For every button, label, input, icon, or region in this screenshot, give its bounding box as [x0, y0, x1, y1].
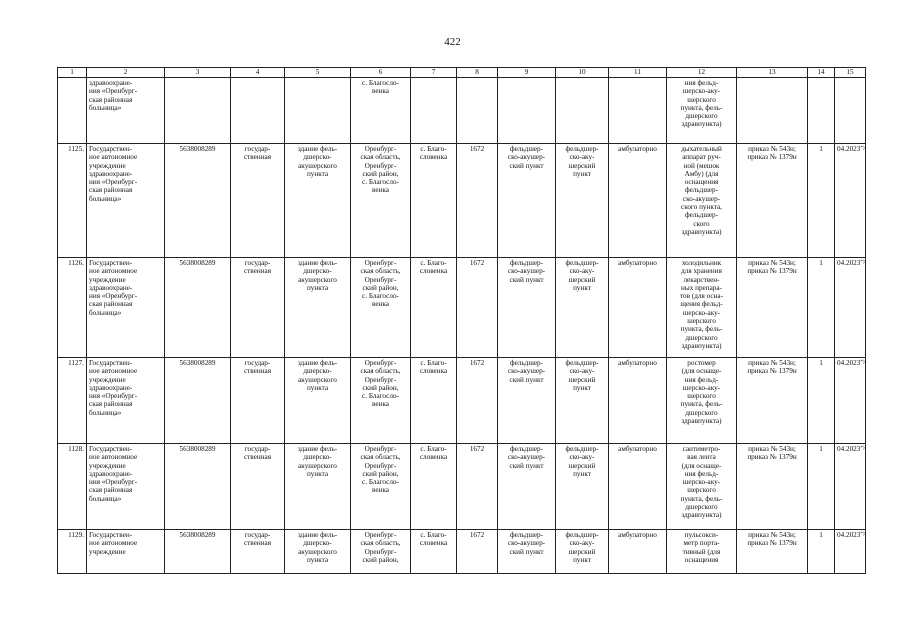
address-cell: Оренбург- ская область, Оренбург- ский район, с. Благосло- венка — [351, 444, 411, 530]
date-value: 04.2023 — [837, 359, 861, 367]
empty-cell — [498, 78, 556, 144]
empty-cell — [285, 78, 351, 144]
empty-cell — [165, 78, 231, 144]
column-number: 6 — [351, 68, 411, 78]
population-cell: 1672 — [457, 530, 498, 574]
care-form-cell: амбулаторно — [609, 358, 667, 444]
row-number: 1128. — [58, 444, 87, 530]
order-cell: приказ № 543н; приказ № 1379н — [737, 530, 808, 574]
address-cell: Оренбург- ская область, Оренбург- ский район, с. Благосло- венка — [351, 144, 411, 258]
column-number: 4 — [231, 68, 285, 78]
quantity-cell: 1 — [808, 258, 835, 358]
footnote-mark: *) — [860, 532, 865, 537]
order-cell: приказ № 543н; приказ № 1379н — [737, 358, 808, 444]
org-cell: Государствен- ное автономное учреждение — [87, 530, 165, 574]
table-row — [58, 358, 866, 444]
date-cell — [835, 144, 866, 258]
column-number: 7 — [411, 68, 457, 78]
column-number: 9 — [498, 68, 556, 78]
org-cell: здравоохране- ния «Оренбург- ская районная больница» — [87, 78, 165, 144]
row-number: 1126. — [58, 258, 87, 358]
population-cell: 1672 — [457, 358, 498, 444]
empty-cell — [737, 78, 808, 144]
ownership-cell: государ- ственная — [231, 258, 285, 358]
org-cell: Государствен- ное автономное учреждение здравоохране- ния «Оренбург- ская районная больница» — [87, 444, 165, 530]
building-cell: здание фель- дшерско- акушерского пункта — [285, 358, 351, 444]
settlement-cell: с. Благо- словенка — [411, 530, 457, 574]
column-number: 8 — [457, 68, 498, 78]
column-number: 3 — [165, 68, 231, 78]
building-cell: здание фель- дшерско- акушерского пункта — [285, 144, 351, 258]
org-cell: Государствен- ное автономное учреждение здравоохране- ния «Оренбург- ская районная больница» — [87, 358, 165, 444]
population-cell: 1672 — [457, 258, 498, 358]
column-number: 11 — [609, 68, 667, 78]
quantity-cell: 1 — [808, 444, 835, 530]
date-cell — [835, 444, 866, 530]
table-row — [58, 444, 866, 530]
column-number: 12 — [667, 68, 737, 78]
table-row — [58, 530, 866, 574]
address-cell: с. Благосло- венка — [351, 78, 411, 144]
facility-type-cell: фельдшер- ско-акушер- ский пункт — [498, 358, 556, 444]
address-cell: Оренбург- ская область, Оренбург- ский район, — [351, 530, 411, 574]
date-value: 04.2023 — [837, 531, 861, 539]
empty-cell — [58, 78, 87, 144]
population-cell: 1672 — [457, 144, 498, 258]
register-table — [57, 67, 866, 574]
date-cell — [835, 530, 866, 574]
date-cell — [835, 258, 866, 358]
settlement-cell: с. Благо- словенка — [411, 444, 457, 530]
column-number: 1 — [58, 68, 87, 78]
column-number: 5 — [285, 68, 351, 78]
unit-cell: фельдшер- ско-аку- шерский пункт — [556, 444, 609, 530]
quantity-cell: 1 — [808, 530, 835, 574]
inn-cell: 5638008289 — [165, 530, 231, 574]
order-cell: приказ № 543н; приказ № 1379н — [737, 444, 808, 530]
unit-cell: фельдшер- ско-аку- шерский пункт — [556, 358, 609, 444]
care-form-cell: амбулаторно — [609, 444, 667, 530]
date-value: 04.2023 — [837, 445, 861, 453]
equipment-cell: холодильник для хранения лекарствен- ных препара- тов (для осна- щения фельд- шерско-аку- шерского пункта, фель- дшерского здравпункта) — [667, 258, 737, 358]
facility-type-cell: фельдшер- ско-акушер- ский пункт — [498, 530, 556, 574]
ownership-cell: государ- ственная — [231, 444, 285, 530]
building-cell: здание фель- дшерско- акушерского пункта — [285, 444, 351, 530]
column-number-row — [58, 68, 866, 78]
empty-cell — [609, 78, 667, 144]
care-form-cell: амбулаторно — [609, 258, 667, 358]
facility-type-cell: фельдшер- ско-акушер- ский пункт — [498, 444, 556, 530]
building-cell: здание фель- дшерско- акушерского пункта — [285, 258, 351, 358]
equipment-cell: ния фельд- шерско-аку- шерского пункта, фель- дшерского здравпункта) — [667, 78, 737, 144]
date-cell — [835, 358, 866, 444]
equipment-cell: дыхательный аппарат руч- ной (мешок Амбу) (для оснащения фельдшер- ско-акушер- ского пункта, фельдшер- ского здравпункта) — [667, 144, 737, 258]
settlement-cell: с. Благо- словенка — [411, 258, 457, 358]
building-cell: здание фель- дшерско- акушерского пункта — [285, 530, 351, 574]
column-number: 13 — [737, 68, 808, 78]
footnote-mark: *) — [860, 260, 865, 265]
address-cell: Оренбург- ская область, Оренбург- ский район, с. Благосло- венка — [351, 258, 411, 358]
row-number: 1129. — [58, 530, 87, 574]
empty-cell — [411, 78, 457, 144]
table-row — [58, 258, 866, 358]
inn-cell: 5638008289 — [165, 144, 231, 258]
org-cell: Государствен- ное автономное учреждение здравоохране- ния «Оренбург- ская районная больница» — [87, 144, 165, 258]
column-number: 15 — [835, 68, 866, 78]
empty-cell — [457, 78, 498, 144]
org-cell: Государствен- ное автономное учреждение здравоохране- ния «Оренбург- ская районная больница» — [87, 258, 165, 358]
date-value: 04.2023 — [837, 259, 861, 267]
equipment-cell: сантиметро- вая лента (для оснаще- ния фельд- шерско-аку- шерского пункта, фель- дшерского здравпункта) — [667, 444, 737, 530]
settlement-cell: с. Благо- словенка — [411, 358, 457, 444]
settlement-cell: с. Благо- словенка — [411, 144, 457, 258]
unit-cell: фельдшер- ско-аку- шерский пункт — [556, 258, 609, 358]
unit-cell: фельдшер- ско-аку- шерский пункт — [556, 144, 609, 258]
empty-cell — [808, 78, 835, 144]
date-value: 04.2023 — [837, 145, 861, 153]
ownership-cell: государ- ственная — [231, 358, 285, 444]
empty-cell — [835, 78, 866, 144]
equipment-cell: ростомер (для оснаще- ния фельд- шерско-аку- шерского пункта, фель- дшерского здравпункта) — [667, 358, 737, 444]
row-number: 1127. — [58, 358, 87, 444]
care-form-cell: амбулаторно — [609, 530, 667, 574]
unit-cell: фельдшер- ско-аку- шерский пункт — [556, 530, 609, 574]
facility-type-cell: фельдшер- ско-акушер- ский пункт — [498, 144, 556, 258]
quantity-cell: 1 — [808, 358, 835, 444]
equipment-cell: пульсокси- метр порта- тивный (для оснащения — [667, 530, 737, 574]
population-cell: 1672 — [457, 444, 498, 530]
column-number: 14 — [808, 68, 835, 78]
ownership-cell: государ- ственная — [231, 530, 285, 574]
empty-cell — [556, 78, 609, 144]
facility-type-cell: фельдшер- ско-акушер- ский пункт — [498, 258, 556, 358]
inn-cell: 5638008289 — [165, 258, 231, 358]
quantity-cell: 1 — [808, 144, 835, 258]
continuation-row — [58, 78, 866, 144]
page-number: 422 — [444, 36, 461, 48]
ownership-cell: государ- ственная — [231, 144, 285, 258]
care-form-cell: амбулаторно — [609, 144, 667, 258]
row-number: 1125. — [58, 144, 87, 258]
empty-cell — [231, 78, 285, 144]
inn-cell: 5638008289 — [165, 444, 231, 530]
footnote-mark: *) — [860, 146, 865, 151]
footnote-mark: *) — [860, 360, 865, 365]
column-number: 10 — [556, 68, 609, 78]
inn-cell: 5638008289 — [165, 358, 231, 444]
footnote-mark: *) — [860, 446, 865, 451]
table-row — [58, 144, 866, 258]
order-cell: приказ № 543н; приказ № 1379н — [737, 144, 808, 258]
address-cell: Оренбург- ская область, Оренбург- ский район, с. Благосло- венка — [351, 358, 411, 444]
order-cell: приказ № 543н; приказ № 1379н — [737, 258, 808, 358]
column-number: 2 — [87, 68, 165, 78]
